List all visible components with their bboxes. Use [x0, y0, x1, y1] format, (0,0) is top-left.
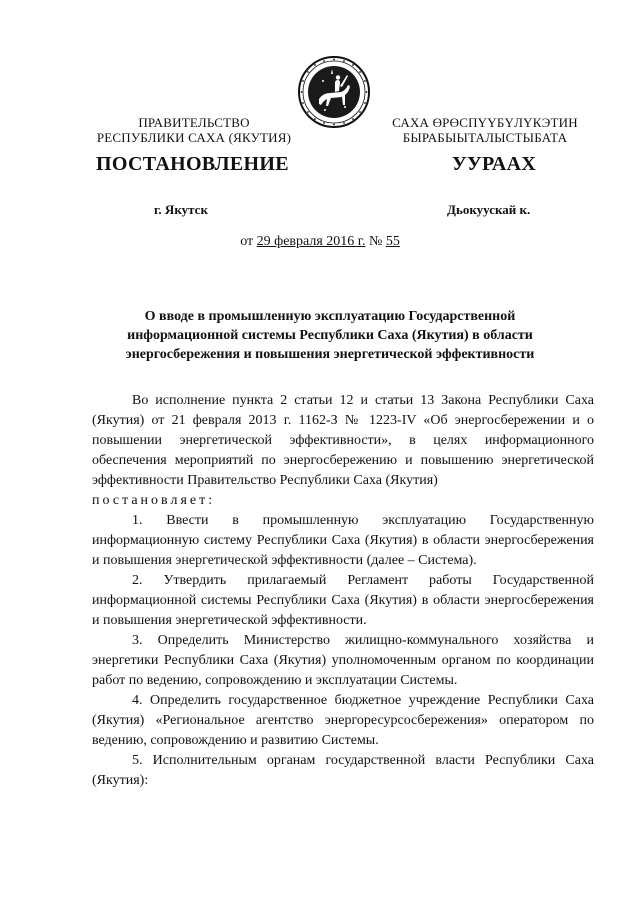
clause-2: 2. Утвердить прилагаемый Регламент работы Государственной информационной системы Республики Саха (Якутия) в области энергосбережения и повышения энергетической эффективности. [92, 573, 594, 628]
header-right-line-2: БЫРАБЫЫТАЛЫСТЫБАТА [402, 130, 568, 145]
document-title-line-2: информационной системы Республики Саха (Якутия) в области [127, 328, 533, 343]
clause-5: 5. Исполнительным органам государственной власти Республики Саха (Якутия): [92, 753, 594, 788]
clause-1: 1. Ввести в промышленную эксплуатацию Государственную информационную систему Республики Саха (Якутия) в области энергосбережения и повышения энергетической эффективности (далее – Система). [92, 513, 594, 568]
resolution-title-sakha: УУРААХ [452, 153, 537, 175]
document-body [92, 391, 594, 791]
clause-3: 3. Определить Министерство жилищно-коммунального хозяйства и энергетики Республики Саха (Якутия) уполномоченным органом по координации работ по ведению, сопровождению и эксплуатации Системы. [92, 633, 594, 688]
intro-paragraph: Во исполнение пункта 2 статьи 12 и статьи 13 Закона Республики Саха (Якутия) от 21 февраля 2013 г. 1162-З № 1223-IV «Об энергосбережении и о повышении энергетической эффективности», в целях информационного обеспечения мероприятий по энергосбережению и повышению энергетической эффективности Правительство Республики Саха (Якутия) [92, 393, 594, 488]
document-title-line-1: О вводе в промышленную эксплуатацию Государственной [144, 309, 516, 324]
resolution-title-ru: ПОСТАНОВЛЕНИЕ [96, 153, 289, 175]
header-right-line-1: САХА ӨРӨСПҮҮБҮЛҮКЭТИН [392, 115, 578, 130]
clause-4: 4. Определить государственное бюджетное учреждение Республики Саха (Якутия) «Региональное агентство энергоресурсосбережения» оператором по ведению, сопровождению и развитию Системы. [92, 693, 594, 748]
resolves-word: постановляет: [92, 493, 216, 508]
government-name-ru [80, 115, 308, 145]
number-prefix: № [365, 234, 386, 249]
date-prefix: от [240, 234, 257, 249]
city-ru: г. Якутск [154, 202, 208, 217]
document-title [110, 307, 550, 364]
date-number-line [0, 234, 640, 250]
coat-of-arms-icon [297, 55, 371, 129]
resolution-number: 55 [385, 234, 400, 249]
resolution-date: 29 февраля 2016 г. [256, 234, 366, 249]
city-sakha: Дьокуускай к. [447, 202, 531, 217]
government-name-sakha [370, 115, 600, 145]
header-left-line-1: ПРАВИТЕЛЬСТВО [138, 115, 250, 130]
header-left-line-2: РЕСПУБЛИКИ САХА (ЯКУТИЯ) [96, 130, 292, 145]
document-title-line-3: энергосбережения и повышения энергетической эффективности [125, 347, 535, 362]
